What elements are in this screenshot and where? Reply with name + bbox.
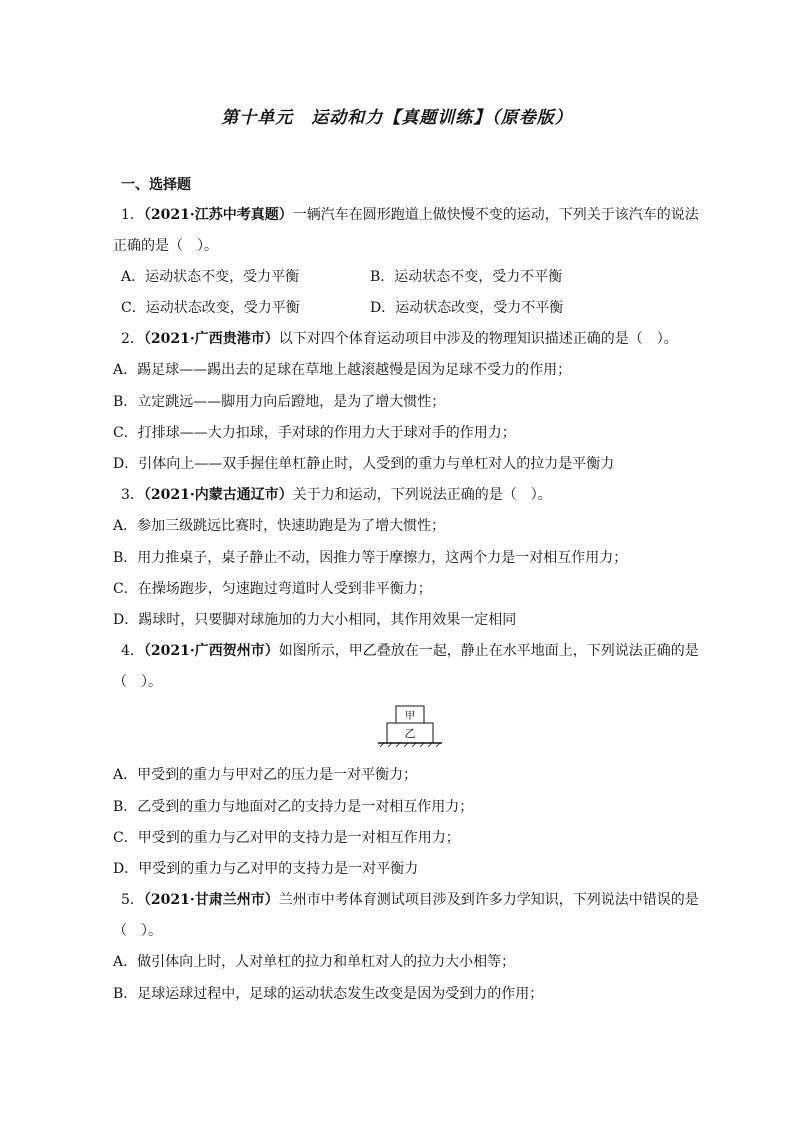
question-number: 3． — [121, 487, 144, 503]
question-number: 4． — [121, 643, 144, 659]
question-text: 如图所示，甲乙叠放在一起，静止在水平地面上，下列说法正确的是 — [278, 643, 699, 659]
question-source: （2021·广西贺州市） — [143, 643, 279, 659]
question-1 — [121, 205, 699, 225]
q3-option-a: A．参加三级跳远比赛时，快速助跑是为了增大惯性； — [113, 518, 446, 534]
q2-option-b: B．立定跳远——脚用力向后蹬地，是为了增大惯性； — [113, 394, 446, 410]
question-4-continued: （ ）。 — [113, 674, 162, 690]
question-number: 1． — [121, 207, 144, 223]
question-4 — [121, 641, 699, 661]
question-text: 兰州市中考体育测试项目涉及到许多力学知识，下列说法中错误的是 — [278, 892, 699, 908]
q1-option-d: D．运动状态改变，受力不平衡 — [370, 300, 564, 316]
q3-option-c: C．在操场跑步，匀速跑过弯道时人受到非平衡力； — [113, 581, 432, 597]
question-1-continued: 正确的是（ ）。 — [113, 238, 218, 254]
q4-option-a: A．甲受到的重力与甲对乙的压力是一对平衡力； — [113, 767, 418, 783]
question-number: 5． — [121, 892, 144, 908]
q1-option-b: B．运动状态不变，受力不平衡 — [370, 269, 563, 285]
q5-option-a: A．做引体向上时，人对单杠的拉力和单杠对人的拉力大小相等； — [113, 954, 516, 970]
question-text: 关于力和运动，下列说法正确的是（ ）。 — [292, 487, 552, 503]
question-source: （2021·甘肃兰州市） — [143, 892, 279, 908]
q3-option-d: D．踢球时，只要脚对球施加的力大小相同，其作用效果一定相同 — [113, 612, 517, 628]
q4-option-c: C．甲受到的重力与乙对甲的支持力是一对相互作用力； — [113, 830, 460, 846]
question-source: （2021·广西贵港市） — [143, 331, 279, 347]
question-text: 一辆汽车在圆形跑道上做快慢不变的运动，下列关于该汽车的说法 — [292, 207, 699, 223]
block-yi-label: 乙 — [404, 727, 416, 740]
page-title: 第十单元 运动和力【真题训练】（原卷版） — [221, 108, 573, 128]
question-number: 2． — [121, 331, 144, 347]
stacked-blocks-figure — [378, 703, 442, 749]
q1-option-a: A．运动状态不变，受力平衡 — [121, 269, 300, 285]
section-heading: 一、选择题 — [121, 177, 191, 193]
question-5-continued: （ ）。 — [113, 923, 162, 939]
question-5 — [121, 890, 699, 910]
block-jia-label: 甲 — [405, 711, 415, 722]
q2-option-a: A．踢足球——踢出去的足球在草地上越滚越慢是因为足球不受力的作用； — [113, 362, 572, 378]
q2-option-d: D．引体向上——双手握住单杠静止时，人受到的重力与单杠对人的拉力是平衡力 — [113, 456, 615, 472]
question-2 — [121, 329, 678, 349]
question-source: （2021·内蒙古通辽市） — [143, 487, 293, 503]
q2-option-c: C．打排球——大力扣球，手对球的作用力大于球对手的作用力； — [113, 425, 516, 441]
question-source: （2021·江苏中考真题） — [143, 207, 293, 223]
q4-option-d: D．甲受到的重力与乙对甲的支持力是一对平衡力 — [113, 861, 419, 877]
q4-option-b: B．乙受到的重力与地面对乙的支持力是一对相互作用力； — [113, 799, 474, 815]
q1-option-c: C．运动状态改变，受力平衡 — [121, 300, 300, 316]
question-text: 以下对四个体育运动项目中涉及的物理知识描述正确的是（ ）。 — [278, 331, 678, 347]
question-3 — [121, 485, 552, 505]
q3-option-b: B．用力推桌子，桌子静止不动，因推力等于摩擦力，这两个力是一对相互作用力； — [113, 550, 628, 566]
q5-option-b: B．足球运球过程中，足球的运动状态发生改变是因为受到力的作用； — [113, 986, 544, 1002]
